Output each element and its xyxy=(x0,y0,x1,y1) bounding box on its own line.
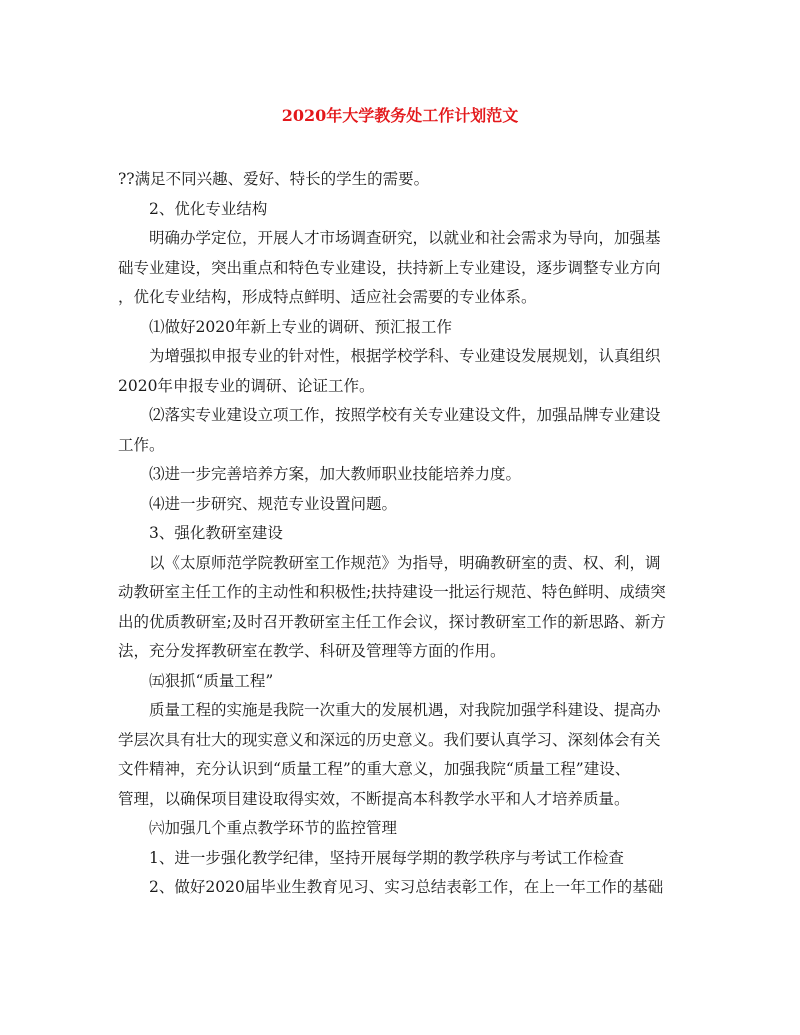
text-line: 工作。 xyxy=(118,435,165,454)
text-line: 管理，以确保项目建设取得实效，不断提高本科教学水平和人才培养质量。 xyxy=(118,789,630,808)
text-line: 础专业建设，突出重点和特色专业建设，扶持新上专业建设，逐步调整专业方向 xyxy=(118,258,661,277)
text-line: 以《太原师范学院教研室工作规范》为指导，明确教研室的责、权、利，调 xyxy=(149,553,661,572)
text-line: 为增强拟申报专业的针对性，根据学校学科、专业建设发展规划，认真组织 xyxy=(149,347,661,365)
text-line: ??满足不同兴趣、爱好、特长的学生的需要。 xyxy=(118,170,430,188)
text-line: ⑴做好2020年新上专业的调研、预汇报工作 xyxy=(149,317,452,336)
text-line: 2、做好2020届毕业生教育见习、实习总结表彰工作，在上一年工作的基础 xyxy=(149,878,664,896)
text-line: 法，充分发挥教研室在教学、科研及管理等方面的作用。 xyxy=(118,642,506,660)
text-line: ⑷进一步研究、规范专业设置问题。 xyxy=(149,494,398,513)
text-line: 3、强化教研室建设 xyxy=(149,524,283,542)
text-line: 2020年申报专业的调研、论证工作。 xyxy=(118,376,375,395)
document-title: 2020年大学教务处工作计划范文 xyxy=(281,106,519,125)
text-line: 出的优质教研室;及时召开教研室主任工作会议，探讨教研室工作的新思路、新方 xyxy=(118,612,666,631)
document-body xyxy=(118,165,688,903)
text-line: ⑵落实专业建设立项工作，按照学校有关专业建设文件，加强品牌专业建设 xyxy=(149,406,661,424)
text-line: 学层次具有壮大的现实意义和深远的历史意义。我们要认真学习、深刻体会有关 xyxy=(118,730,661,749)
text-line: ，优化专业结构，形成特点鲜明、适应社会需要的专业体系。 xyxy=(118,288,537,306)
text-line: 明确办学定位，开展人才市场调查研究，以就业和社会需求为导向，加强基 xyxy=(149,229,661,247)
text-line: ㈤狠抓“质量工程” xyxy=(149,671,274,690)
text-line: 动教研室主任工作的主动性和积极性;扶持建设一批运行规范、特色鲜明、成绩突 xyxy=(118,583,666,601)
text-line: 质量工程的实施是我院一次重大的发展机遇，对我院加强学科建设、提高办 xyxy=(149,701,661,719)
text-line: ㈥加强几个重点教学环节的监控管理 xyxy=(149,819,398,837)
text-line: 文件精神，充分认识到“质量工程”的重大意义，加强我院“质量工程”建设、 xyxy=(118,760,631,778)
text-line: ⑶进一步完善培养方案，加大教师职业技能培养力度。 xyxy=(149,465,522,483)
text-line: 1、进一步强化教学纪律，坚持开展每学期的教学秩序与考试工作检查 xyxy=(149,848,624,867)
text-line: 2、优化专业结构 xyxy=(149,199,268,218)
